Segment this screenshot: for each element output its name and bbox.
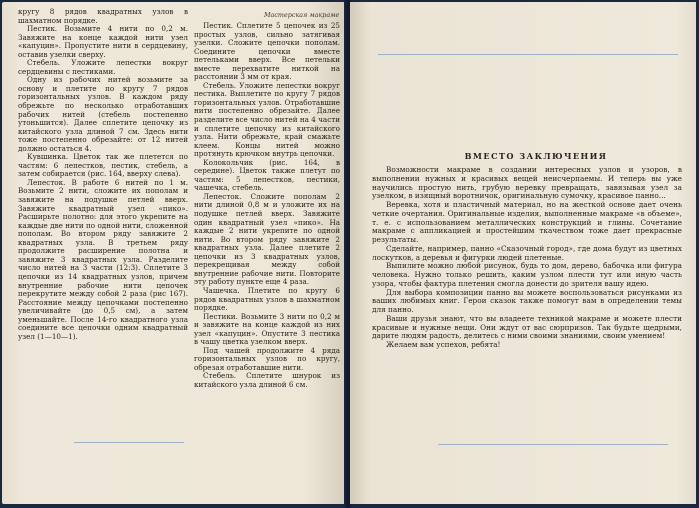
paragraph: Пестики. Возьмите 3 нити по 0,2 м и завяжите на конце каждой из них узел «капуцин». Опустите 3 пестика в чашу цветка узелком вверх. [194,311,340,347]
paragraph: кругу 8 рядов квадратных узлов в шахматном порядке. [18,7,188,25]
right-column [372,166,682,350]
right-page [350,2,696,504]
paragraph: Веревка, хотя и пластичный материал, но на жесткой основе дает очень четкие очертания. Оригинальные изделия, выполненные макраме «в объеме», т. е. с использованием металлических конструкций и глины. Сочетание макраме с аппликацией и простейшим ткачеством тоже дает прекрасные результаты. [372,200,682,244]
paragraph: Стебель. Сплетите шнурок из китайского узла длиной 6 см. [194,371,340,389]
paragraph: Пестик. Сплетите 5 цепочек из 25 простых узлов, сильно затягивая узелки. Сложите цепочки пополам. Соедините цепочки вместе петельками вверх. Все петельки вместе перехватите ниткой на расстоянии 3 мм от края. [194,21,340,82]
paragraph: Колокольчик (рис. 164, в середине). Цветок также плетут по частям: 5 лепестков, пестики, чашечка, стебель. [194,157,340,193]
paragraph: Выпилите можно любой рисунок, будь то дом, дерево, бабочка или фигура человека. Нужно только решить, каким узлом плести тут или иную часть узора, чтобы фактура плетения смогла донести до зрителя вашу идею. [372,261,682,288]
paragraph: Для выбора композиции панно вы можете воспользоваться рисунками из ваших любимых книг. Герои сказок также помогут вам в определении темы для панно. [372,287,682,314]
paragraph: Чашечка. Плетите по кругу 6 рядов квадратных узлов в шахматном порядке. [194,285,340,313]
left-page [2,2,346,504]
divider-rule [378,54,678,55]
paragraph: Ваши друзья знают, что вы владеете техникой макраме и можете плести красивые и нужные вещи. Они ждут от вас сюрпризов. Так будьте щедрыми, дарите людям радость, делитесь с ними своими знаниями, своим умением! [372,313,682,341]
paragraph: Пестик. Возьмите 4 нити по 0,2 м. Завяжите на конце каждой нити узел «капуцин». Пропустите нити в сердцевину, оставив узелки сверху. [18,24,188,59]
divider-rule [74,442,184,443]
running-head: Мастерская макраме [264,11,340,19]
paragraph: Одну из рабочих нитей возьмите за основу и плетите по кругу 7 рядов горизонтальных узлов. В каждом ряду обрежьте по несколько отработавших рабочих нитей (стебель постепенно утоньшится). Далее сплетите цепочку из китайского узла длиной 7 см. Здесь нити тоже постепенно обрезайте: от 12 нитей должно остаться 4. [18,75,188,153]
paragraph: Стебель. Уложите лепестки вокруг пестика. Выплетите по кругу 7 рядов горизонтальных узлов. Отработавшие нити постепенно обрезайте. Далее разделите все число нитей на 4 части и сплетите цепочку из китайского узла. Нити обрежьте, край смажьте клеем. Концы нитей можно протянуть крючком внутрь цепочки. [194,80,340,159]
left-column-2 [194,22,340,390]
left-column-1 [18,8,188,341]
paragraph: Лепесток. Сложите пополам 2 нити длиной 0,8 м и уложите их на подушке петлей вверх. Завяжите один квадратный узел «пико». На каждые 2 нити укрепите по одной нити. Во втором ряду завяжите 2 квадратных узла. Далее плетите 2 цепочки из 3 квадратных узлов, перекрещивая между собой внутренние рабочие нити. Повторите эту работу пункте еще 4 раза. [194,191,340,287]
paragraph: Лепесток. В работе 6 нитей по 1 м. Возьмите 2 нити, сложите их пополам и завяжите на подушке петлей вверх. Завяжите квадратный узел «пико». Расширьте полотно: для этого укрепите на каждые две нити по одной нити, сложенной пополам. Во втором ряду завяжите 2 квадратных узла. В третьем ряду продолжите расширение полотна и завяжите 3 квадратных узла. Разделите число нитей на 3 части (12:3). Сплетите 3 цепочки из 14 квадратных узлов, причем внутренние рабочие нити цепочек перекрутите между собой 2 раза (рис 167). Расстояние между цепочками постепенно увеличивайте (до 0,5 см), а затем уменьшайте. После 14-го квадратного узла соедините все цепочки одним квадратный узел (1—10—1). [18,177,188,341]
paragraph: Кувшинка. Цветок так же плетется по частям: 6 лепестков, пестик, стебель, а затем собирается (рис. 164, вверху слева). [18,152,188,179]
paragraph: Под чашей продолжите 4 ряда горизонтальных узлов по кругу, обрезая отработавшие нити. [194,345,340,372]
paragraph: Возможности макраме в создании интересных узлов и узоров, в выполнении нужных и красивых вещей неисчерпаемы. И теперь вы уже научились простую нить, грубую веревку превращать, завязывая узел за узелком, в изящный воротничок, оригинальную сумочку, красивое панно... [372,165,682,201]
paragraph: Желаем вам успехов, ребята! [386,340,501,349]
paragraph: Стебель. Уложите лепестки вокруг сердцевины с пестиками. [18,58,188,76]
paragraph: Сделайте, например, панно «Сказочный город», где дома будут из цветных лоскутков, а деревья и фигурки людей плетеные. [372,243,682,262]
chapter-heading: ВМЕСТО ЗАКЛЮЧЕНИЯ [464,151,608,161]
divider-rule [438,444,668,445]
